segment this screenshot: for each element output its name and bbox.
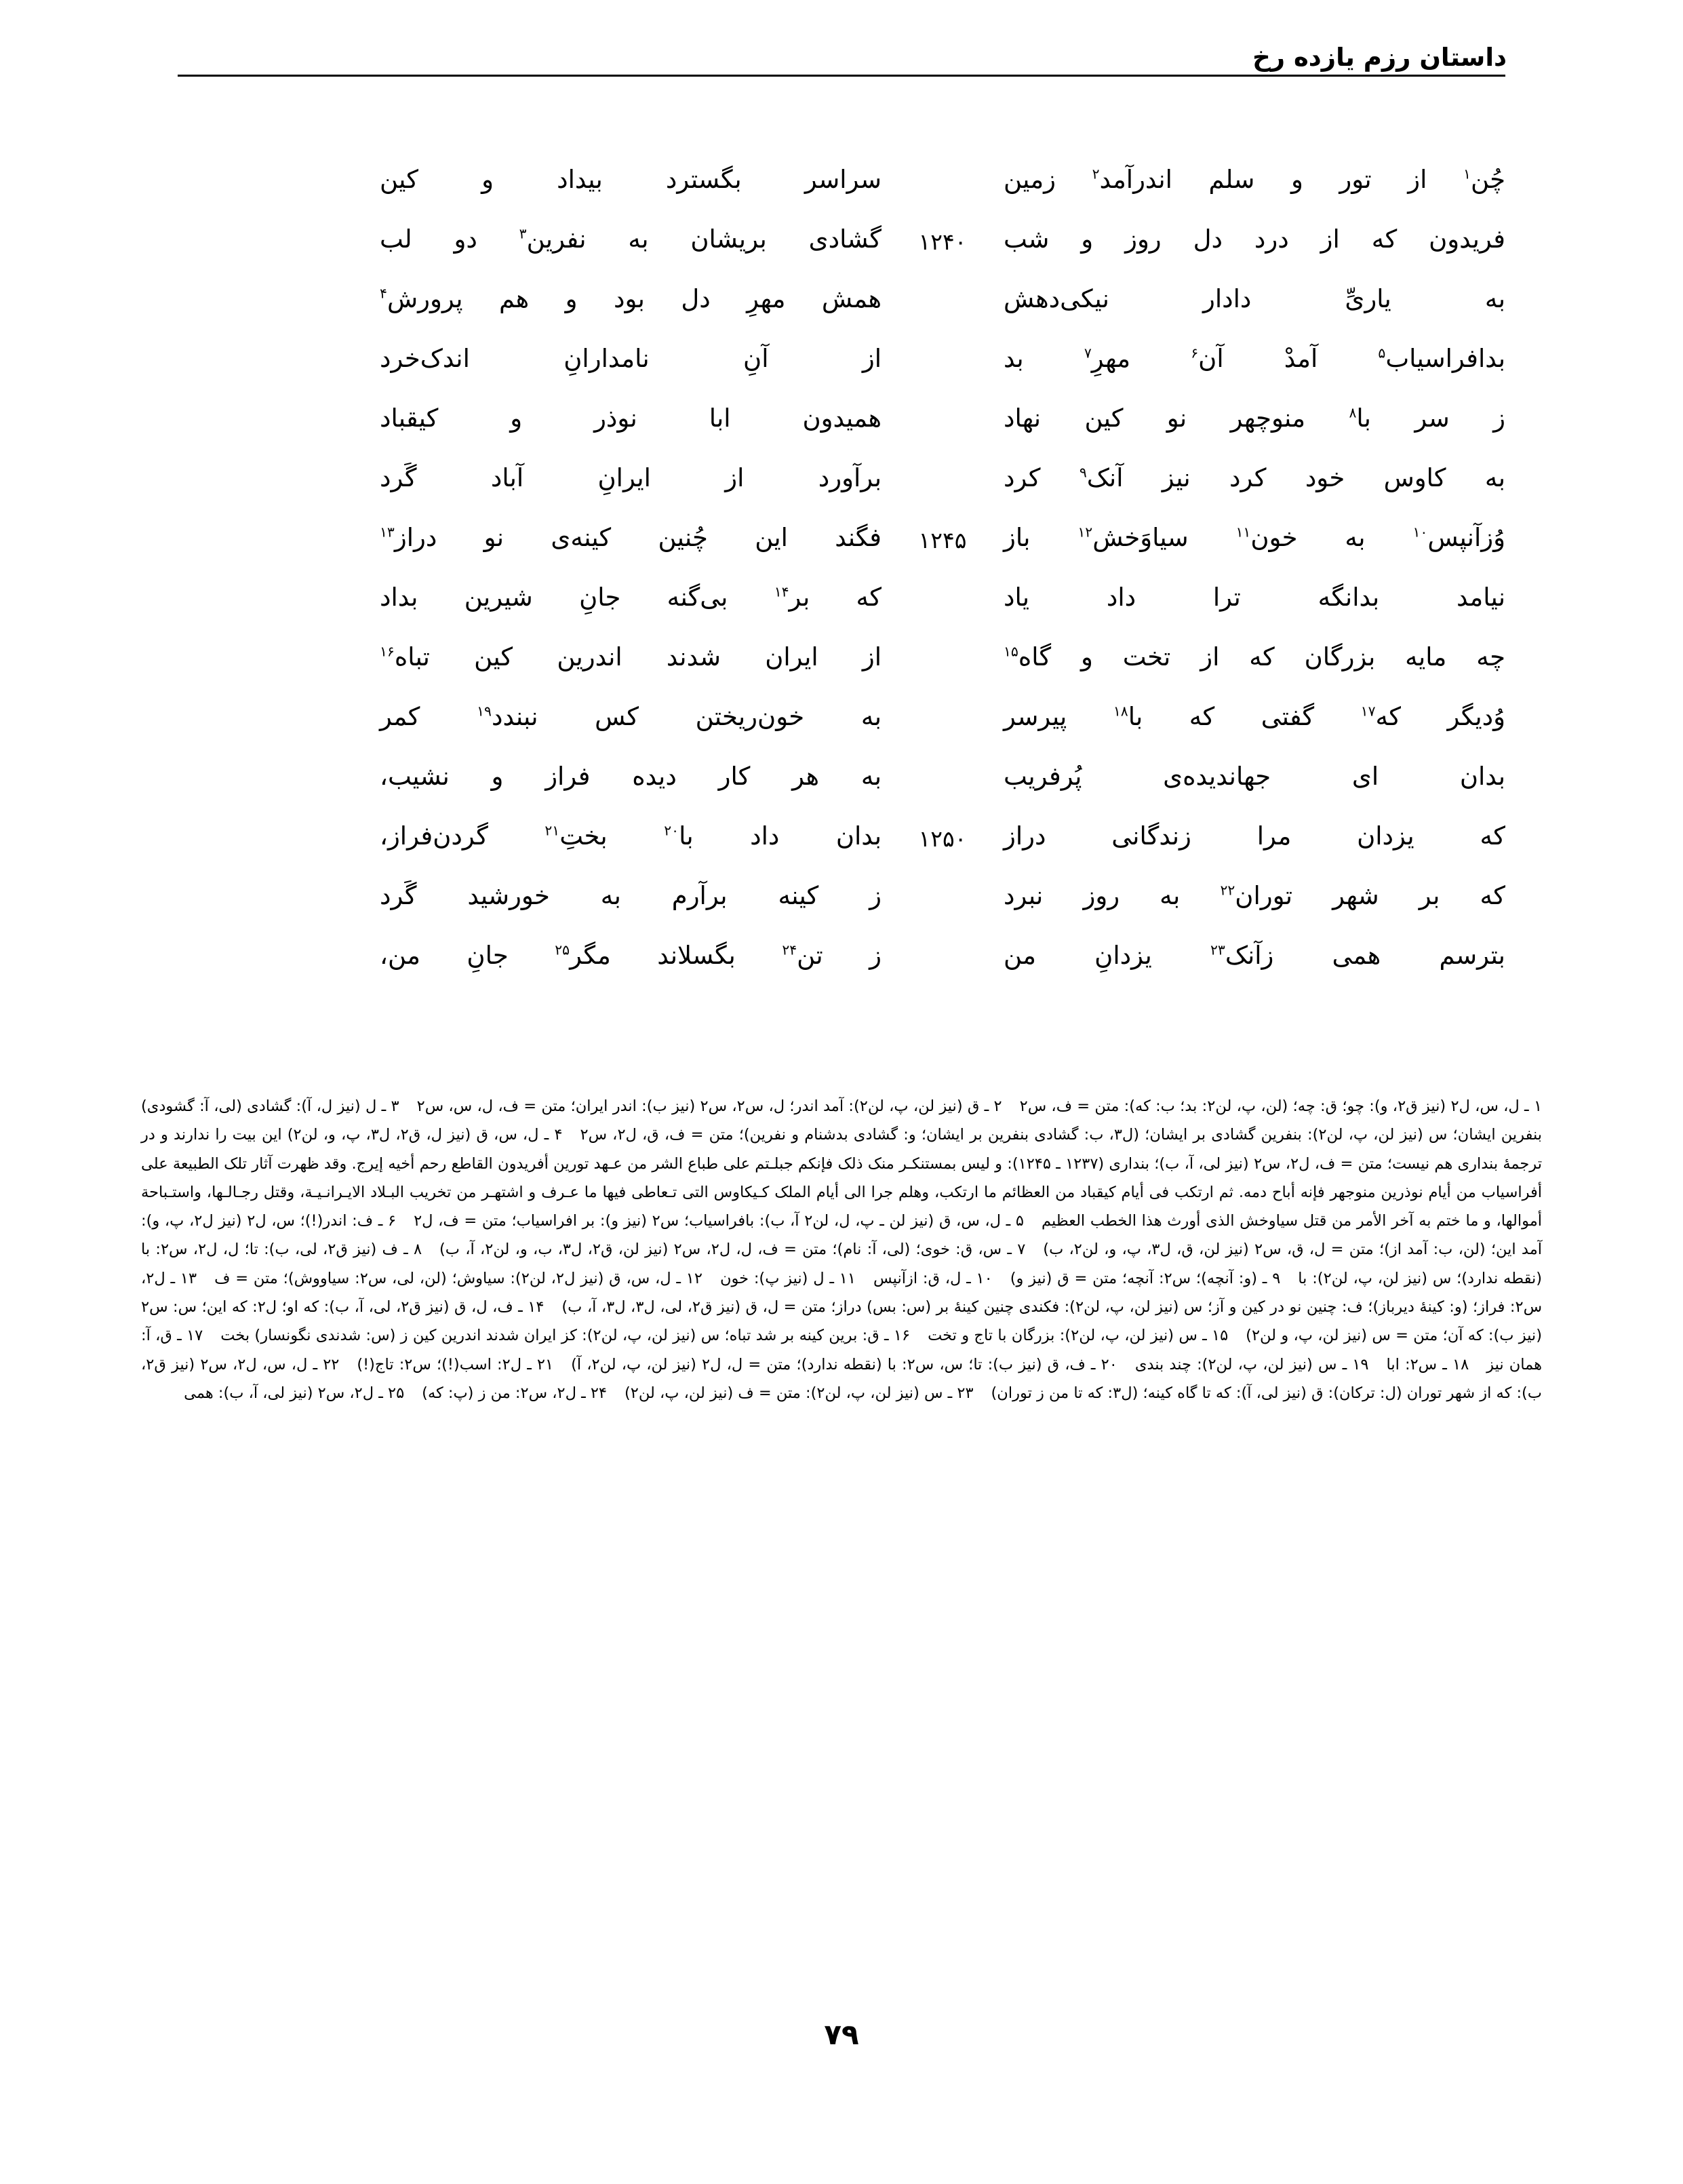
verse-row bbox=[178, 697, 1505, 757]
verse-row bbox=[178, 518, 1505, 578]
hemistich-left: فگند این چُنین کینه‌ی نو دراز$^{۱۳}$ bbox=[380, 523, 882, 552]
hemistich-right: بترسم همی زآنک$^{۲۳}$ یزدانِ من bbox=[1004, 941, 1505, 970]
folio-number: ۷۹ bbox=[824, 2018, 859, 2051]
verse-row bbox=[178, 876, 1505, 936]
critical-apparatus bbox=[141, 1092, 1542, 1407]
verse-row bbox=[178, 399, 1505, 459]
apparatus-note: ۱۲ ـ ل، س، ق (نیز ل۲، لن۲): سیاوش؛ (لن، لی، س۲: سیاووش)؛ متن = ف bbox=[214, 1269, 702, 1287]
verse-block bbox=[178, 160, 1505, 996]
hemistich-right: چه مایه بزرگان که از تخت و گاه$^{۱۵}$ bbox=[1004, 642, 1505, 671]
verse-number bbox=[882, 279, 1004, 290]
verse-row bbox=[178, 757, 1505, 817]
verse-row bbox=[178, 279, 1505, 339]
hemistich-left: سراسر بگسترد بیداد و کین bbox=[380, 165, 882, 194]
verse-number bbox=[882, 459, 1004, 469]
apparatus-note: ۹ ـ (و: آنچه)؛ س۲: آنچه؛ متن = ق (نیز و) bbox=[1010, 1269, 1281, 1287]
hemistich-left: ز تن$^{۲۴}$ بگسلاند مگر$^{۲۵}$ جانِ من، bbox=[380, 941, 882, 970]
hemistich-right: بدافراسیاب$^۵$ آمدْ آن$^۶$ مهرِ$^۷$ بد bbox=[1004, 344, 1505, 373]
hemistich-right: به یاریِّ دادار نیکی‌دهش bbox=[1004, 284, 1505, 313]
verse-number bbox=[882, 936, 1004, 947]
hemistich-right: وُزآنپس$^{۱۰}$ به خون$^{۱۱}$ سیاوَخش$^{۱۲}$ باز bbox=[1004, 523, 1505, 552]
hemistich-left: همیدون ابا نوذر و کیقباد bbox=[380, 404, 882, 433]
verse-number bbox=[882, 876, 1004, 887]
apparatus-note: ۲۲ ـ ل، س، ل۲، س۲ (نیز ق۲، ب): که از شهر توران (ل: ترکان): ق (نیز لی، آ): که تا گاه کینه؛ (ل۳: که تا من ز توران) bbox=[141, 1355, 1542, 1402]
apparatus-note: ۸ ـ ف (نیز ق۲، لی، ب): تا؛ ل، ل۲، س۲: با (نقطه ندارد)؛ س (نیز لن، پ، لن۲): با bbox=[141, 1241, 1542, 1287]
hemistich-left: از آنِ نامدارانِ اندک‌خرد bbox=[380, 344, 882, 373]
verse-row bbox=[178, 817, 1505, 876]
hemistich-right: که بر شهر توران$^{۲۲}$ به روز نبرد bbox=[1004, 881, 1505, 910]
hemistich-left: گشادی بریشان به نفرین$^۳$ دو لب bbox=[380, 225, 882, 254]
apparatus-note: ۱۳ ـ ل۲، س۲: فراز؛ (و: کینهٔ دیرباز)؛ ف: چنین نو در کین و آز؛ س (نیز لن، پ، لن۲): فکندی چنین کینهٔ بر (س: بس) دراز؛ متن = ل، ق (نیز ق۲، لی، ل۳، ل۳، آ، ب) bbox=[141, 1269, 1543, 1317]
verse-row bbox=[178, 339, 1505, 399]
apparatus-note: ۲۴ ـ ل۲، س۲: من ز (پ: که) bbox=[422, 1384, 607, 1402]
hemistich-left: که بر$^{۱۴}$ بی‌گنه جانِ شیرین بداد bbox=[380, 583, 882, 612]
hemistich-right: نیامد بدانگه ترا داد یاد bbox=[1004, 583, 1505, 612]
apparatus-note: ۲۰ ـ ف، ق (نیز ب): تا؛ س، س۲: با (نقطه ندارد)؛ متن = ل، ل۲ (نیز لن، پ، لن۲، آ) bbox=[571, 1355, 1117, 1373]
hemistich-left: بدان داد با$^{۲۰}$ بختِ$^{۲۱}$ گردن‌فراز، bbox=[380, 821, 882, 851]
apparatus-note: ۱۴ ـ ف، ل، ق (نیز ق۲، لی، آ، ب): که او؛ ل۲: که این؛ س: س۲ (نیز ب): که آن؛ متن = س (نیز لن، پ، و لن۲) bbox=[141, 1298, 1542, 1345]
apparatus-note: ۲۳ ـ س (نیز لن، پ، لن۲): متن = ف (نیز لن، پ، لن۲) bbox=[625, 1384, 974, 1402]
apparatus-paragraph bbox=[141, 1092, 1542, 1407]
hemistich-right: ز سر با$^۸$ منوچهر نو کین نهاد bbox=[1004, 404, 1505, 433]
verse-row bbox=[178, 459, 1505, 518]
verse-number bbox=[882, 399, 1004, 410]
hemistich-left: ز کینه برآرم به خورشید گَرد bbox=[380, 881, 882, 910]
hemistich-right: وُدیگر که$^{۱۷}$ گفتی که با$^{۱۸}$ پیرسر bbox=[1004, 702, 1505, 731]
apparatus-note: ۱ ـ ل، س، ل۲ (نیز ق۲، و): چو؛ ق: چه؛ (لن، پ، لن۲: بد؛ ب: که): متن = ف، س۲ bbox=[1019, 1097, 1543, 1115]
verse-number bbox=[882, 578, 1004, 589]
hemistich-left: به هر کار دیده فراز و نشیب، bbox=[380, 762, 882, 791]
hemistich-left: به خون‌ریختن کس نبندد$^{۱۹}$ کمر bbox=[380, 702, 882, 731]
hemistich-right: به کاوس خود کرد نیز آنک$^۹$ کرد bbox=[1004, 463, 1505, 492]
running-head bbox=[176, 45, 1507, 88]
apparatus-note: ۲۱ ـ ل۲: اسب(!)؛ س۲: تاج(!) bbox=[357, 1355, 554, 1373]
verse-number bbox=[882, 160, 1004, 171]
verse-number bbox=[882, 697, 1004, 708]
verse-number: ۱۲۵۰ bbox=[918, 825, 967, 852]
apparatus-note: ۴ ـ ل، س، ق (نیز ل، ق۲، ل۳، پ، و، لن۲) این بیت را ندارند و در ترجمهٔ بنداری هم نیست؛ متن = ف، ل۲، س۲ (نیز لی، آ، ب)؛ بنداری (۱۲۳۷ ـ ۱۲۴۵): و لیس بمستنکـر منک ذلک فإنکم جبلـتم علی طباع الشر من عـهد تورین أفریدون القاطع رحم أخیه إیرج. وقد ظهرت آثار تلک الطبیعة علی أفراسیاب من أیام نوذرین منوجهر فإنه أباح دمه. ثم ارتکب فی أیام کیقباد من العظائم ما ارتکب، وهلم جرا الی أیام الملک کـیکاوس التی تـعاطی فیها ما عـرف و اشتهـر من تخریب البـلاد الایـرانـیـة، وقتل رجـالـها، واستـباحة أموالها، و ما ختم به آخر الأمر من قتل سیاوخش الذی أورث هذا الخطب العظیم bbox=[141, 1126, 1543, 1230]
apparatus-note: ۱۷ ـ ق، آ: همان نیز bbox=[141, 1327, 1543, 1373]
verse-row bbox=[178, 220, 1505, 279]
running-head-title: داستان رزم یازده رخ bbox=[1252, 43, 1507, 72]
verse-row bbox=[178, 578, 1505, 638]
verse-row bbox=[178, 638, 1505, 697]
verse-row bbox=[178, 160, 1505, 220]
hemistich-left: برآورد از ایرانِ آباد گَرد bbox=[380, 463, 882, 492]
hemistich-right: بدان ای جهاندیده‌ی پُرفریب bbox=[1004, 762, 1505, 791]
verse-number bbox=[882, 339, 1004, 350]
apparatus-note: ۱۶ ـ ق: برین کینه بر شد تباه؛ س (نیز لن، پ، لن۲): کز ایران شدند اندرین کین ز (س: شدندی نگونسار) بخت bbox=[220, 1327, 911, 1345]
hemistich-right: فریدون که از درد دل روز و شب bbox=[1004, 225, 1505, 254]
hemistich-right: چُن$^۱$ از تور و سلم اندرآمد$^۲$ زمین bbox=[1004, 165, 1505, 194]
apparatus-note: ۲۵ ـ ل۲، س۲ (نیز لی، آ، ب): همی bbox=[184, 1384, 405, 1402]
apparatus-note: ۵ ـ ل، س، ق (نیز لن ـ پ، ل، لن۲ آ، ب): بافراسیاب؛ س۲ (نیز و): بر افراسیاب؛ متن = ف، ل۲ bbox=[414, 1212, 1024, 1230]
apparatus-note: ۱۰ ـ ل، ق: ازآنپس bbox=[873, 1269, 993, 1287]
hemistich-left: همش مهرِ دل بود و هم پرورش$^۴$ bbox=[380, 284, 882, 313]
apparatus-note: ۱۹ ـ س (نیز لن، پ، لن۲): چند بندی bbox=[1134, 1355, 1369, 1373]
verse-number bbox=[882, 638, 1004, 648]
verse-row bbox=[178, 936, 1505, 996]
apparatus-note: ۳ ـ ل (نیز ل، آ): گشادی (لی، آ: گشودی) بنفرین ایشان؛ س (نیز لن، پ، لن۲): بنفرین گشادی بر ایشان؛ (ل۳، ب: گشادی بنفرین بر ایشان؛ و: گشادی بدشنام و نفرین)؛ متن = ف، ق، ل۲، س۲ bbox=[141, 1097, 1543, 1144]
apparatus-note: ۶ ـ ف: اندر(!)؛ س، ل۲ (نیز ل۲، پ، و): آمد این؛ (لن، ب: آمد از)؛ متن = ل، ق، س۲ (نیز لن، ق، ل۳، پ، و، لن۲، ب) bbox=[141, 1212, 1543, 1259]
verse-number: ۱۲۴۰ bbox=[918, 229, 967, 255]
verse-number: ۱۲۴۵ bbox=[918, 527, 967, 553]
hemistich-right: که یزدان مرا زندگانی دراز bbox=[1004, 821, 1505, 851]
apparatus-note: ۷ ـ س، ق: خوی؛ (لی، آ: نام)؛ متن = ف، ل، ل۲، س۲ (نیز لن، ق۲، ل۳، ب، و، لن۲، آ، ب) bbox=[439, 1241, 1026, 1259]
hemistich-left: از ایران شدند اندرین کین تباه$^{۱۶}$ bbox=[380, 642, 882, 671]
apparatus-note: ۲ ـ ق (نیز لن، پ، لن۲): آمد اندر؛ ل، س۲، س۲ (نیز ب): اندر ایران؛ متن = ف، ل، س، س۲ bbox=[416, 1097, 1002, 1115]
apparatus-note: ۱۵ ـ س (نیز لن، پ، لن۲): بزرگان با تاج و تخت bbox=[928, 1327, 1229, 1345]
apparatus-note: ۱۸ ـ س۲: ابا bbox=[1386, 1355, 1469, 1373]
running-head-rule bbox=[178, 75, 1505, 77]
apparatus-note: ۱۱ ـ ل (نیز پ): خون bbox=[719, 1269, 856, 1287]
verse-number bbox=[882, 757, 1004, 768]
